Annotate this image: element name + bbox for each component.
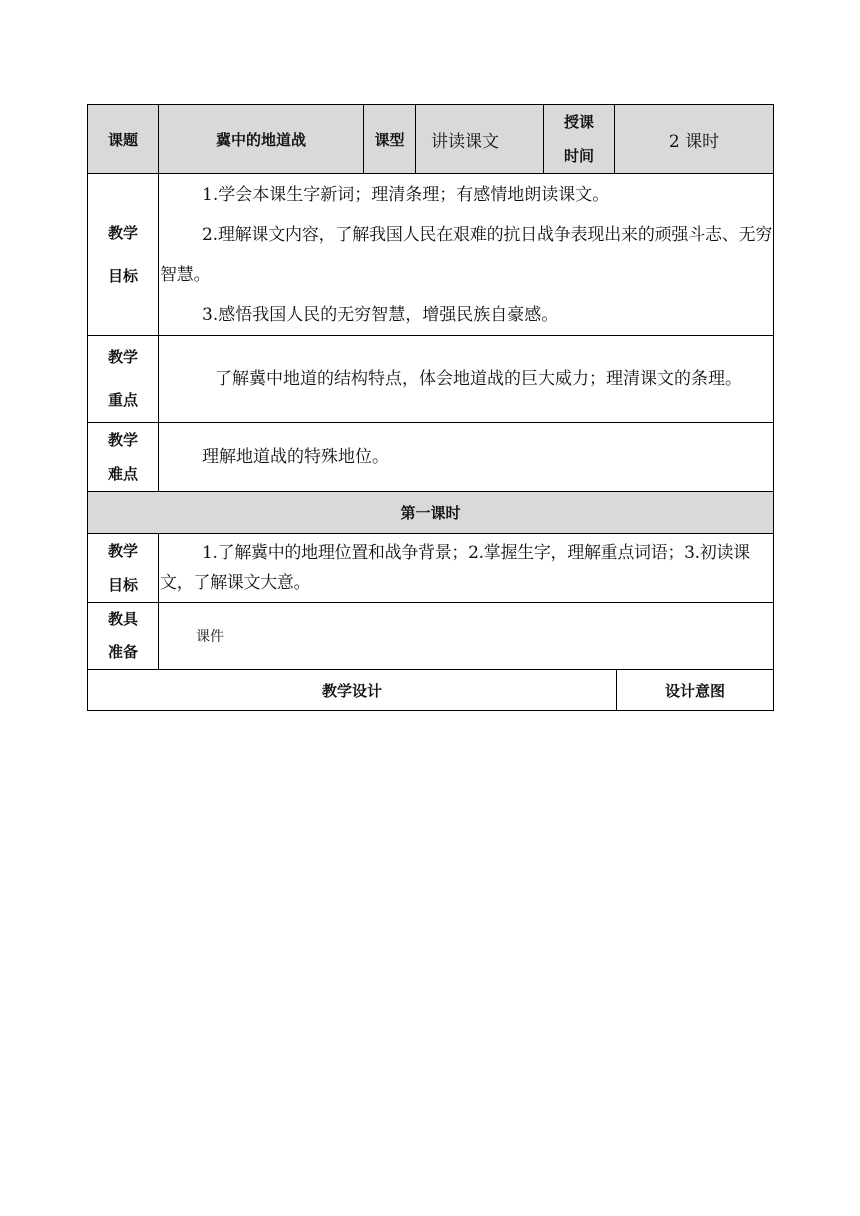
goals-label	[88, 174, 159, 336]
design-row	[88, 670, 774, 711]
difficulties-label	[88, 423, 159, 492]
goals-label-line2: 目标	[107, 266, 138, 285]
topic-value: 冀中的地道战	[159, 105, 364, 174]
tools-text: 课件	[159, 603, 774, 670]
tools-label	[88, 603, 159, 670]
lesson1-title-row	[88, 492, 774, 534]
key-points-label-line1: 教学	[107, 348, 138, 366]
tools-row	[88, 603, 774, 670]
goals-content	[159, 174, 774, 336]
goals-line-3: 3.感悟我国人民的无穷智慧，增强民族自豪感。	[202, 304, 559, 325]
difficulties-text: 理解地道战的特殊地位。	[202, 447, 389, 467]
tools-label-line1: 教具	[107, 610, 138, 628]
hours-label-line2: 时间	[563, 147, 594, 165]
key-points-row	[88, 336, 774, 423]
type-value: 讲读课文	[416, 105, 544, 174]
difficulties-label-line2: 难点	[107, 465, 138, 483]
hours-label	[544, 105, 615, 174]
difficulties-content	[159, 423, 774, 492]
lesson1-goals-text: 1.了解冀中的地理位置和战争背景；2.掌握生字，理解重点词语；3.初读课文，了解课文大意。	[160, 543, 750, 593]
type-label: 课型	[364, 105, 416, 174]
difficulties-label-line1: 教学	[107, 431, 138, 449]
hours-label-line1: 授课	[563, 113, 594, 131]
header-row	[88, 105, 774, 174]
key-points-text: 了解冀中地道的结构特点，体会地道战的巨大威力；理清课文的条理。	[215, 369, 742, 389]
key-points-label	[88, 336, 159, 423]
lesson1-goals-row	[88, 534, 774, 603]
intent-label: 设计意图	[617, 670, 774, 711]
key-points-label-line2: 重点	[107, 391, 138, 409]
lesson1-goals-content	[159, 534, 774, 603]
lesson1-goals-label-line2: 目标	[107, 576, 138, 594]
lesson-plan-table	[87, 104, 774, 711]
key-points-content	[159, 336, 774, 423]
goals-line-1: 1.学会本课生字新词；理清条理；有感情地朗读课文。	[202, 184, 610, 205]
lesson1-goals-label	[88, 534, 159, 603]
goals-line-2: 2.理解课文内容，了解我国人民在艰难的抗日战争表现出来的顽强斗志、无穷智慧。	[160, 224, 773, 285]
hours-value: 2 课时	[615, 105, 774, 174]
tools-label-line2: 准备	[107, 643, 138, 661]
design-label: 教学设计	[88, 670, 617, 711]
topic-label: 课题	[88, 105, 159, 174]
goals-label-line1: 教学	[107, 223, 138, 242]
lesson-plan-sheet	[87, 104, 773, 711]
difficulties-row	[88, 423, 774, 492]
lesson1-title: 第一课时	[88, 492, 774, 534]
lesson1-goals-label-line1: 教学	[107, 542, 138, 560]
goals-row	[88, 174, 774, 336]
